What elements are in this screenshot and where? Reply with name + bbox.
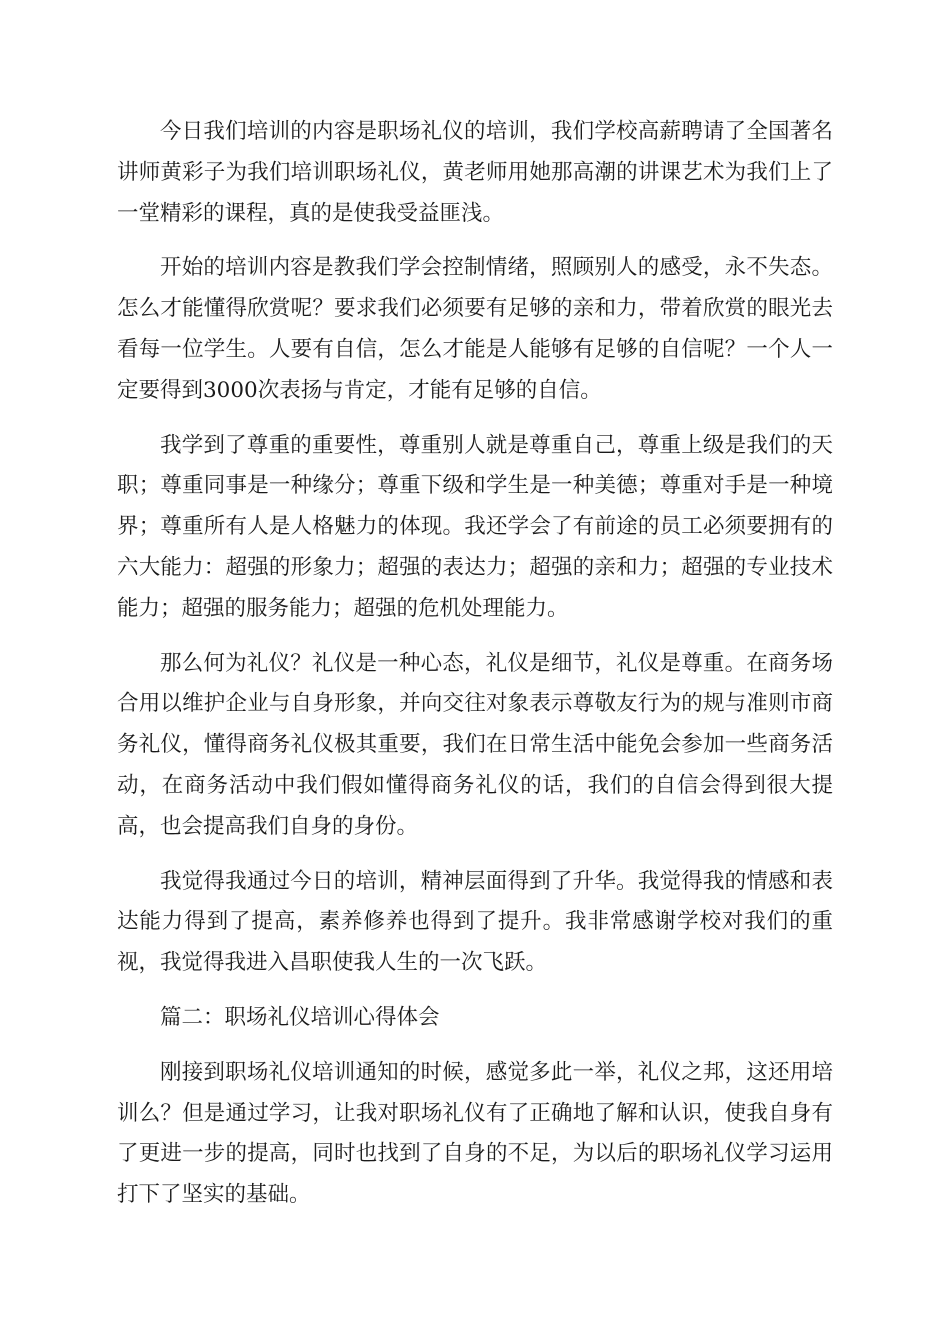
paragraph-4: 那么何为礼仪？礼仪是一种心态，礼仪是细节，礼仪是尊重。在商务场合用以维护企业与自身形象，并向交往对象表示尊敬友行为的规与准则市商务礼仪，懂得商务礼仪极其重要，我们在日常生活中能免会参加一些商务活动，在商务活动中我们假如懂得商务礼仪的话，我们的自信会得到很大提高，也会提高我们自身的身份。 bbox=[117, 650, 833, 839]
paragraph-2: 开始的培训内容是教我们学会控制情绪，照顾别人的感受，永不失态。怎么才能懂得欣赏呢？要求我们必须要有足够的亲和力，带着欣赏的眼光去看每一位学生。人要有自信，怎么才能是人能够有足够的自信呢？一个人一定要得到3000次表扬与肯定，才能有足够的自信。 bbox=[117, 255, 833, 403]
paragraph-5: 我觉得我通过今日的培训，精神层面得到了升华。我觉得我的情感和表达能力得到了提高，素养修养也得到了提升。我非常感谢学校对我们的重视，我觉得我进入昌职使我人生的一次飞跃。 bbox=[117, 868, 833, 976]
paragraph-3: 我学到了尊重的重要性，尊重别人就是尊重自己，尊重上级是我们的天职；尊重同事是一种缘分；尊重下级和学生是一种美德；尊重对手是一种境界；尊重所有人是人格魅力的体现。我还学会了有前途的员工必须要拥有的六大能力：超强的形象力；超强的表达力；超强的亲和力；超强的专业技术能力；超强的服务能力；超强的危机处理能力。 bbox=[117, 432, 833, 621]
paragraph-6: 刚接到职场礼仪培训通知的时候，感觉多此一举，礼仪之邦，这还用培训么？但是通过学习，让我对职场礼仪有了正确地了解和认识，使我自身有了更进一步的提高，同时也找到了自身的不足，为以后的职场礼仪学习运用打下了坚实的基础。 bbox=[117, 1059, 833, 1208]
section-heading: 篇二：职场礼仪培训心得体会 bbox=[160, 1004, 440, 1030]
document-body bbox=[117, 112, 833, 1230]
paragraph-1: 今日我们培训的内容是职场礼仪的培训，我们学校高薪聘请了全国著名讲师黄彩子为我们培训职场礼仪，黄老师用她那高潮的讲课艺术为我们上了一堂精彩的课程，真的是使我受益匪浅。 bbox=[117, 119, 833, 226]
